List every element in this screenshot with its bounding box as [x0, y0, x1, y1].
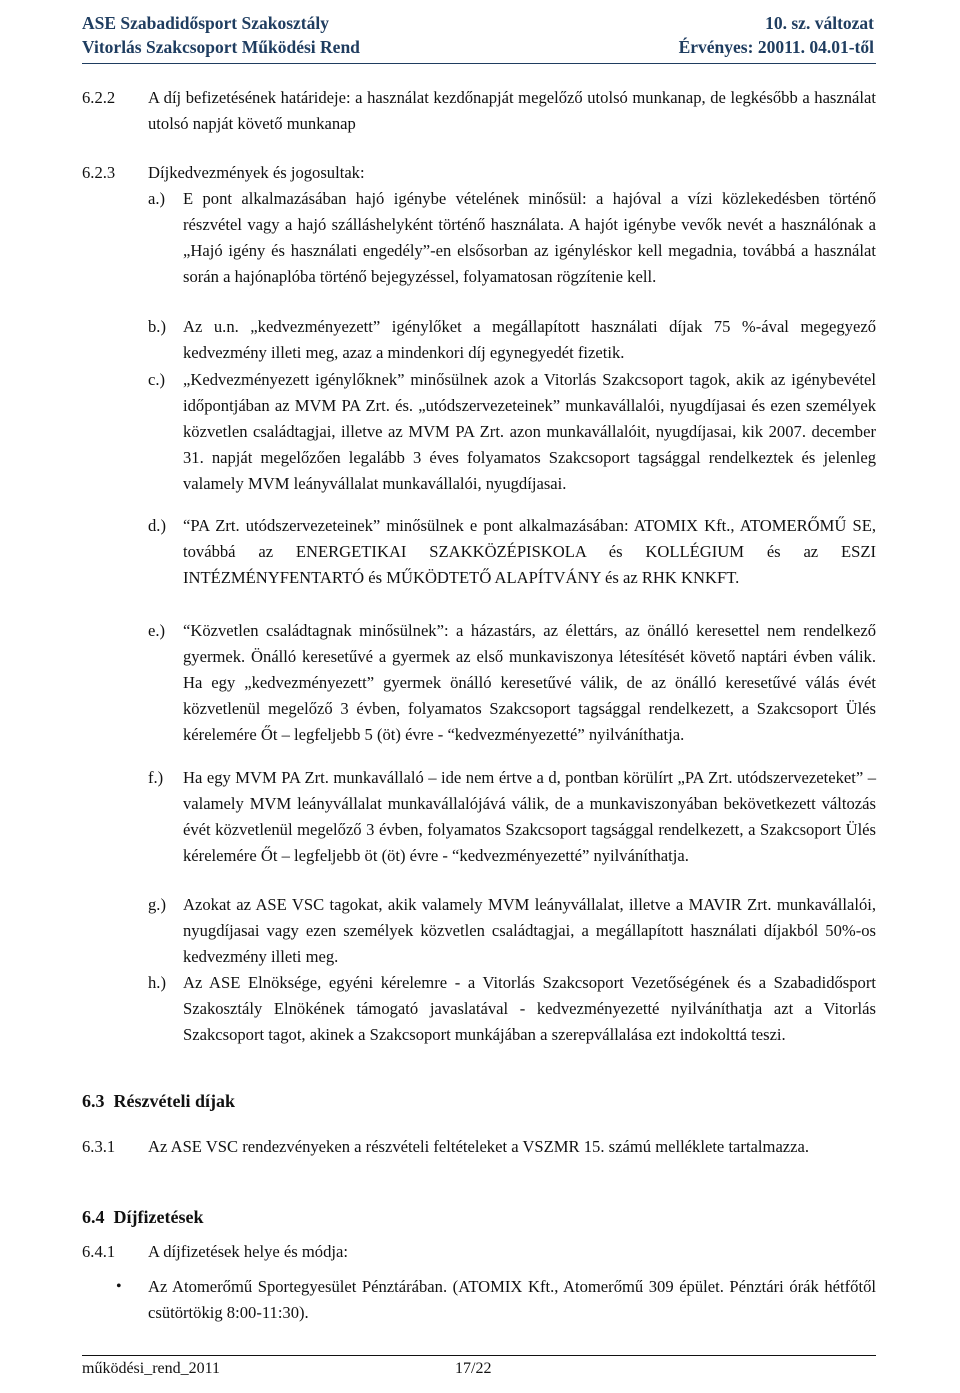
header-line-1 [82, 12, 874, 34]
header-divider [82, 63, 876, 64]
header-valid-from: Érvényes: 20011. 04.01-től [678, 37, 874, 57]
bullet-text: Az Atomerőmű Sportegyesület Pénztárában. (ATOMIX Kft., Atomerőmű 309 épület. Pénztári órák hétfőtől csütörtökig 8:00-11:30). [148, 1277, 876, 1322]
item-g-marker: g.) [148, 895, 166, 914]
item-a-text: E pont alkalmazásában hajó igénybe vételének minősül: a hajóval a vízi közlekedésben történő részvétel vagy a hajó szálláshelyként történő használata. A hajót igénybe vevők nevét a használónak a „Hajó igény és használati engedély”-en elsősorban az igényléskor kell megadnia, továbbá a használat során a hajónaplóba történő bejegyzéssel, folyamatosan rögzítenie kell. [183, 189, 876, 286]
item-c-marker: c.) [148, 370, 166, 389]
section-6-2-3-number: 6.2.3 [82, 163, 116, 182]
section-6-2-2-text: A díj befizetésének határideje: a használat kezdőnapját megelőző utolsó munkanap, de legkésőbb a használat utolsó napját követő munkanap [148, 88, 876, 133]
section-6-2-2-number: 6.2.2 [82, 88, 116, 107]
section-6-3-1-number: 6.3.1 [82, 1137, 116, 1156]
header-org: ASE Szabadidősport Szakosztály [82, 13, 329, 33]
bullet-icon: • [116, 1278, 122, 1295]
item-e-marker: e.) [148, 621, 166, 640]
header-version: 10. sz. változat [765, 13, 874, 33]
item-f-marker: f.) [148, 768, 164, 787]
header-line-2 [82, 36, 874, 58]
item-e-text: “Közvetlen családtagnak minősülnek”: a házastárs, az élettárs, az önálló keresettel nem rendelkező gyermek. Önálló keresetűvé a gyermek az első munkaviszonya létesítését követő naptári évben válik. Ha egy „kedvezményezett” gyermek önálló keresetűvé válik, de az önálló keresetűvé válás évét közvetlenül megelőző 3 évben, folyamatos Szakcsoport tagsággal rendelkezett, a Szakcsoport Ülés kérelemére Őt – legfeljebb 5 (öt) évre - “kedvezményezetté” nyilváníthatja. [183, 621, 876, 744]
item-b-marker: b.) [148, 317, 166, 336]
header-doc-title: Vitorlás Szakcsoport Működési Rend [82, 37, 360, 57]
item-d-marker: d.) [148, 516, 166, 535]
footer-filename: működési_rend_2011 [82, 1360, 221, 1377]
section-6-3-heading: 6.3 Részvételi díjak [82, 1091, 235, 1111]
item-h-text: Az ASE Elnöksége, egyéni kérelemre - a Vitorlás Szakcsoport Vezetőségének és a Szabadidősport Szakosztály Elnökének támogató javaslatával - kedvezményezetté nyilváníthatja azt a Vitorlás Szakcsoport tagot, akinek a Szakcsoport munkájában a szerepvállalása ezt indokolttá teszi. [183, 973, 876, 1044]
item-a-marker: a.) [148, 189, 166, 208]
item-g-text: Azokat az ASE VSC tagokat, akik valamely MVM leányvállalat, illetve a MAVIR Zrt. munkavállalói, nyugdíjasai vagy ezen személyek közvetlen családtagjai, a megállapított használati díjakból 50%-os kedvezmény illeti meg. [183, 895, 876, 966]
section-6-4-1-number: 6.4.1 [82, 1242, 116, 1261]
footer-page-number: 17/22 [455, 1360, 492, 1377]
item-f-text: Ha egy MVM PA Zrt. munkavállaló – ide nem értve a d, pontban körülírt „PA Zrt. utódszervezeteket” – valamely MVM leányvállalat munkavállalójává válik, de a munkaviszonyában bekövetkezett változás évét közvetlenül megelőző 3 évben, folyamatos Szakcsoport tagsággal rendelkezett, a Szakcsoport Ülés kérelemére Őt – legfeljebb öt (öt) évre - “kedvezményezetté” nyilváníthatja. [183, 768, 876, 865]
section-6-4-heading: 6.4 Díjfizetések [82, 1207, 204, 1227]
section-6-2-3-text: Díjkedvezmények és jogosultak: [148, 163, 365, 182]
item-d-text: “PA Zrt. utódszervezeteinek” minősülnek e pont alkalmazásában: ATOMIX Kft., ATOMERŐMŰ SE, továbbá az ENERGETIKAI SZAKKÖZÉPISKOLA és KOLLÉGIUM és az ESZI INTÉZMÉNYFENTARTÓ és MŰKÖDTETŐ ALAPÍTVÁNY és az RHK KNKFT. [183, 516, 876, 587]
section-6-3-1-text: Az ASE VSC rendezvényeken a részvételi feltételeket a VSZMR 15. számú melléklete tartalmazza. [148, 1137, 810, 1156]
item-c-text: „Kedvezményezett igénylőknek” minősülnek azok a Vitorlás Szakcsoport tagok, akik az igénybevétel időpontjában az MVM PA Zrt. és. „utódszervezeteinek” munkavállalói, nyugdíjasai és ezen személyek közvetlen családtagjai, illetve az MVM PA Zrt. azon munkavállalóit, nyugdíjasai, kik 2007. december 31. napját megelőzően legalább 3 éves folyamatos Szakcsoport tagsággal rendelkeztek és jelenleg valamely MVM leányvállalat munkavállalói, nyugdíjasai. [183, 370, 876, 493]
item-h-marker: h.) [148, 973, 166, 992]
item-b-text: Az u.n. „kedvezményezett” igénylőket a megállapított használati díjak 75 %-ával megegyező kedvezmény illeti meg, azaz a mindenkori díj egynegyedét fizetik. [183, 317, 876, 362]
section-6-4-1-text: A díjfizetések helye és módja: [148, 1242, 348, 1261]
